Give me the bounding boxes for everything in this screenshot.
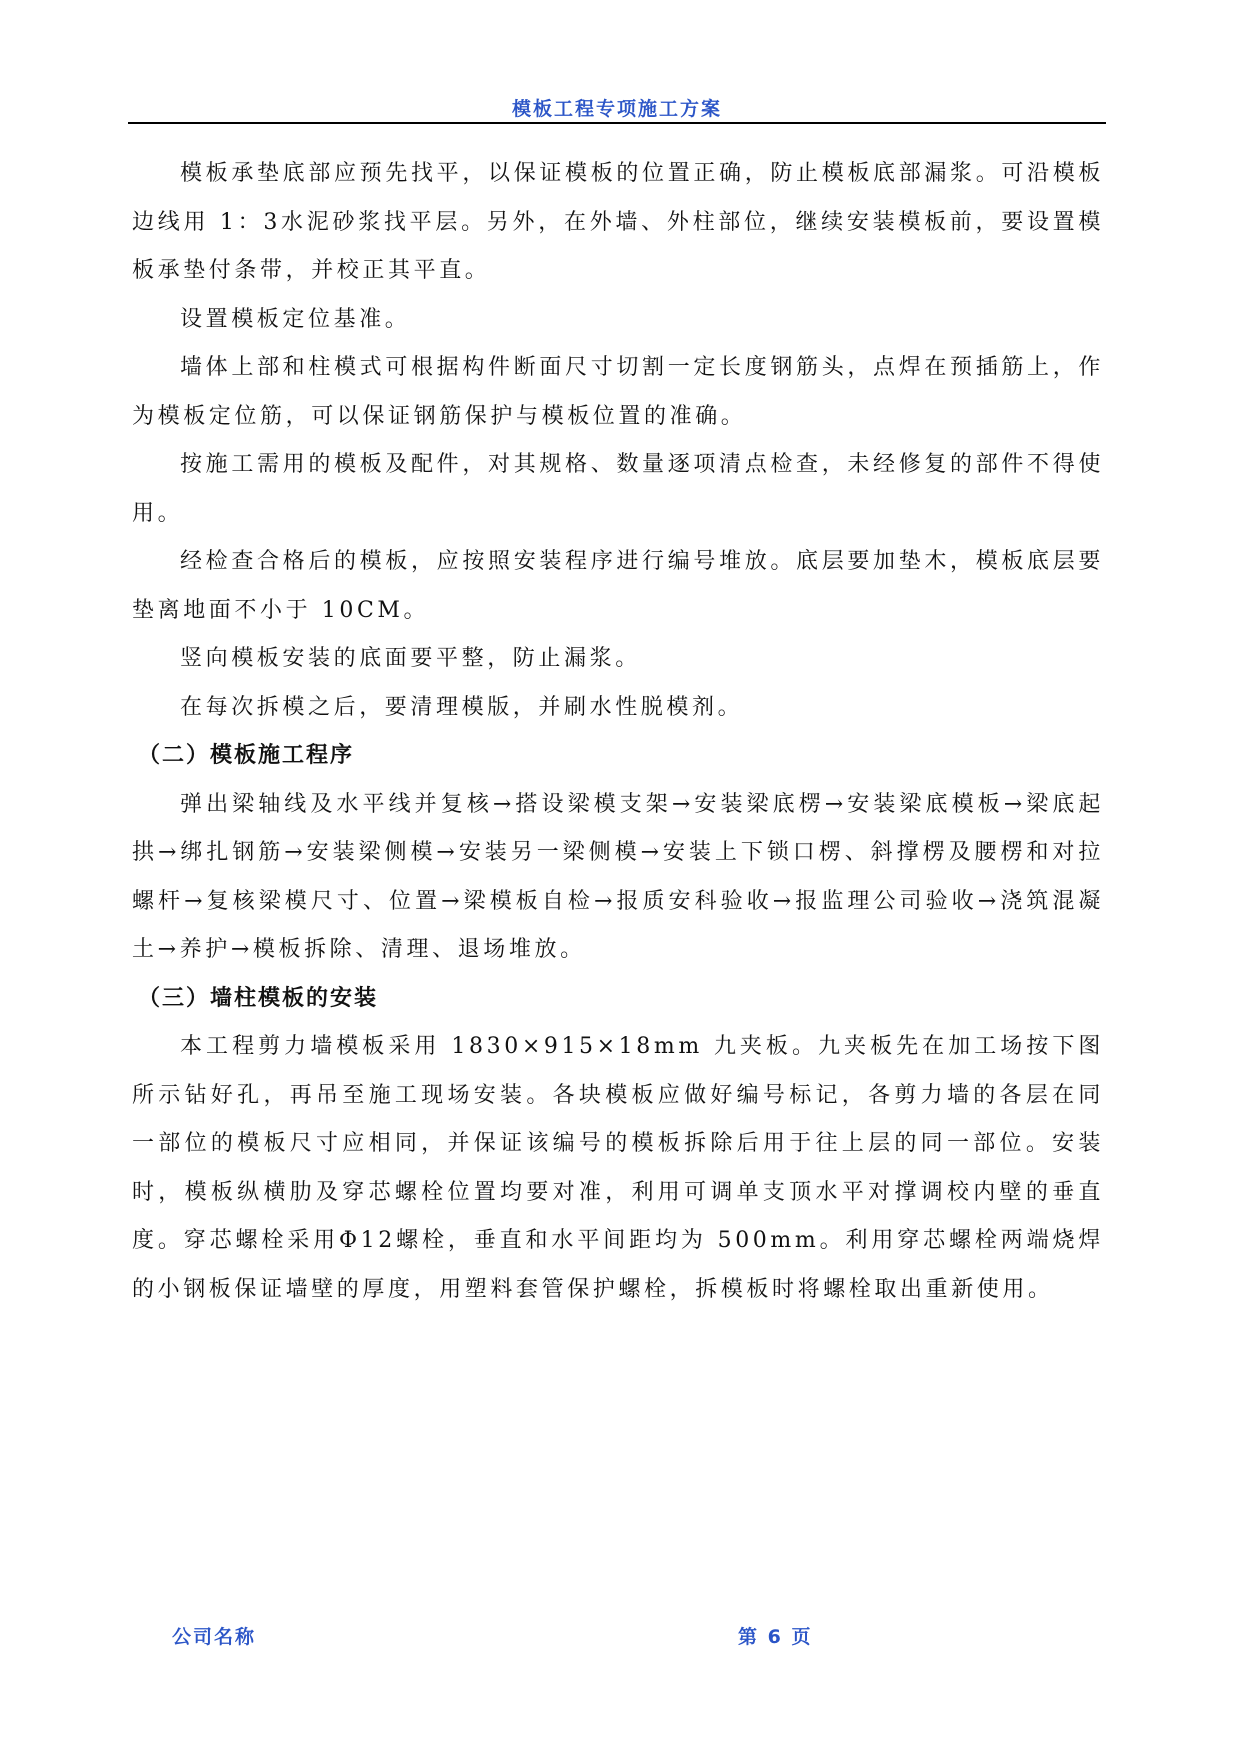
- paragraph-release-agent: 在每次拆模之后，要清理模版，并刷水性脱模剂。: [180, 694, 744, 720]
- footer-company: 公司名称: [172, 1626, 257, 1648]
- footer-page-number: 第 6 页: [738, 1626, 813, 1648]
- page-header: [128, 88, 1106, 124]
- section-heading-wall-column: （三）墙柱模板的安装: [138, 985, 379, 1011]
- paragraph-positioning-bars: 墙体上部和柱模式可根据构件断面尺寸切割一定长度钢筋头，点焊在预插筋上，作为模板定位筋，可以保证钢筋保护与模板位置的准确。: [132, 355, 1104, 429]
- paragraph-vertical-formwork: 竖向模板安装的底面要平整，防止漏浆。: [180, 646, 641, 671]
- header-title: 模板工程专项施工方案: [511, 98, 722, 120]
- paragraph-leveling: 模板承垫底部应预先找平，以保证模板的位置正确，防止模板底部漏浆。可沿模板边线用 1：3水泥砂浆找平层。另外，在外墙、外柱部位，继续安装模板前，要设置模板承垫付条带，并校正其平直。: [132, 161, 1104, 283]
- paragraph-wall-column: 本工程剪力墙模板采用 1830×915×18mm 九夹板。九夹板先在加工场按下图所示钻好孔，再吊至施工现场安装。各块模板应做好编号标记，各剪力墙的各层在同一部位的模板尺寸应相同，并保证该编号的模板拆除后用于往上层的同一部位。安装时，模板纵横肋及穿芯螺栓位置均要对准，利用可调单支顶水平对撑调校内壁的垂直度。穿芯螺栓采用Φ12螺栓，垂直和水平间距均为 500mm。利用穿芯螺栓两端烧焊的小钢板保证墙壁的厚度，用塑料套管保护螺栓，拆模板时将螺栓取出重新使用。: [132, 1034, 1104, 1302]
- paragraph-datum: 设置模板定位基准。: [180, 306, 411, 332]
- paragraph-procedure: 弹出梁轴线及水平线并复核→搭设梁模支架→安装梁底楞→安装梁底模板→梁底起拱→绑扎钢筋→安装梁侧模→安装另一梁侧模→安装上下锁口楞、斜撑楞及腰楞和对拉螺杆→复核梁模尺寸、位置→梁模板自检→报质安科验收→报监理公司验收→浇筑混凝土→养护→模板拆除、清理、退场堆放。: [132, 791, 1104, 962]
- document-body: [132, 150, 1104, 1314]
- section-heading-procedure: （二）模板施工程序: [138, 743, 355, 768]
- paragraph-stacking: 经检查合格后的模板，应按照安装程序进行编号堆放。底层要加垫木，模板底层要垫离地面不小于 10CM。: [132, 549, 1104, 623]
- paragraph-inspection: 按施工需用的模板及配件，对其规格、数量逐项清点检查，未经修复的部件不得使用。: [132, 452, 1104, 526]
